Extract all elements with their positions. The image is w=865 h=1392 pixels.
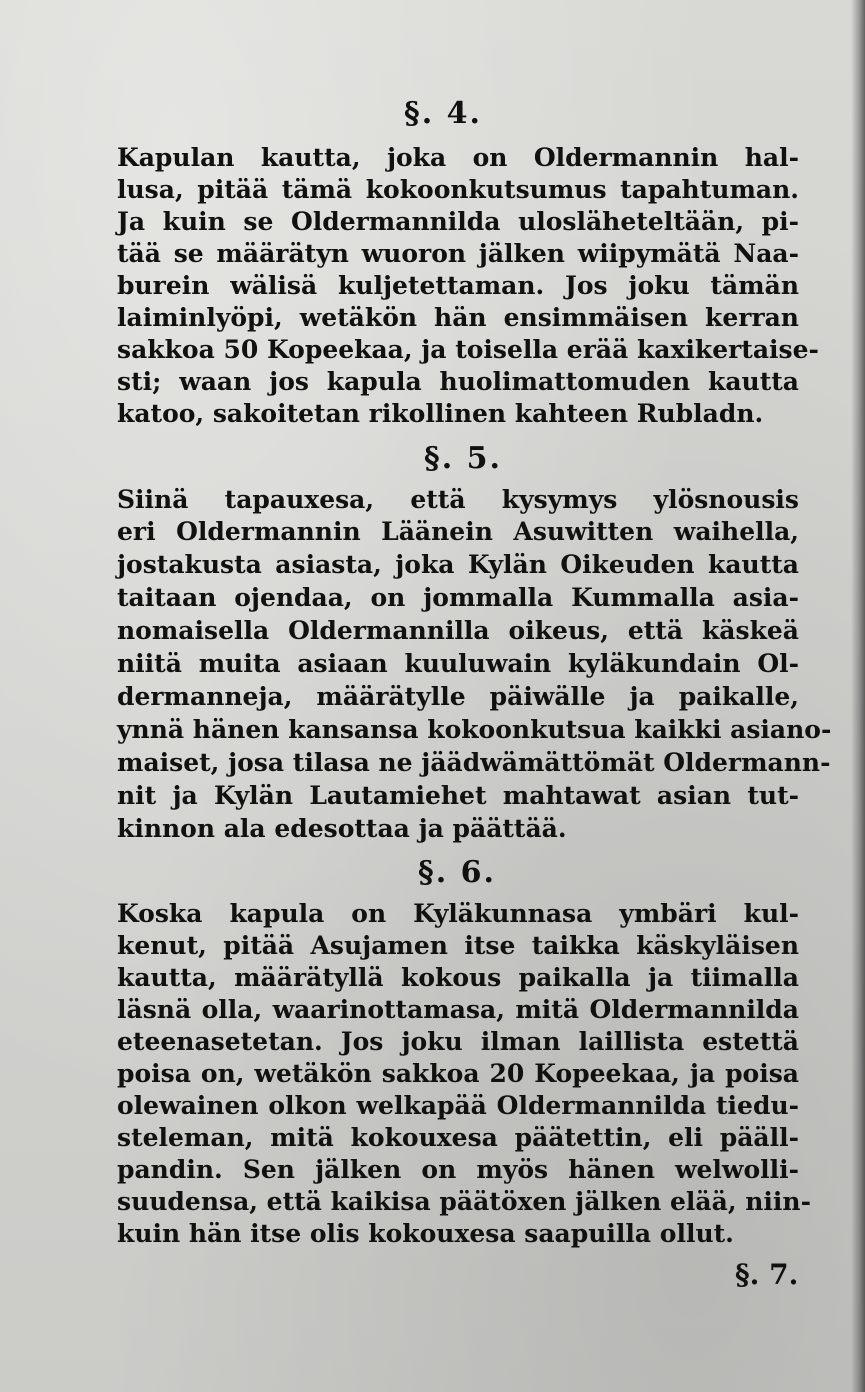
section-5-line: nit ja Kylän Lautamiehet mahtawat asian tut- — [117, 781, 799, 810]
section-5-line: niitä muita asiaan kuuluwain kyläkundain Ol- — [117, 649, 799, 678]
page-spine-shadow — [851, 0, 865, 1392]
section-5-line: ynnä hänen kansansa kokoonkutsua kaikki asiano- — [117, 715, 832, 744]
section-4-line: sakkoa 50 Kopeekaa, ja toisella erää kaxikertaise- — [117, 335, 819, 364]
section-5-line: taitaan ojendaa, on jommalla Kummalla asia- — [117, 583, 799, 612]
section-5-line: dermanneja, määrätylle päiwälle ja paikalle, — [117, 682, 799, 711]
section-5-line: Siinä tapauxesa, että kysymys ylösnousis — [117, 485, 799, 514]
section-4-line: tää se määrätyn wuoron jälken wiipymätä Naa- — [117, 239, 799, 268]
section-6-line: kenut, pitää Asujamen itse taikka käskyläisen — [117, 931, 799, 960]
section-6-line: steleman, mitä kokouxesa päätettin, eli pääll- — [117, 1123, 799, 1152]
section-6-line: poisa on, wetäkön sakkoa 20 Kopeekaa, ja poisa — [117, 1059, 799, 1088]
section-6-heading: §. 6. — [418, 855, 496, 890]
section-5-line: maiset, josa tilasa ne jäädwämättömät Oldermann- — [117, 748, 831, 777]
section-5-heading: §. 5. — [424, 441, 502, 476]
section-4-heading: §. 4. — [404, 96, 482, 131]
section-6-line: suudensa, että kaikisa päätöxen jälken elää, niin- — [117, 1187, 811, 1216]
section-6-line: pandin. Sen jälken on myös hänen welwolli- — [117, 1155, 799, 1184]
section-6-line: Koska kapula on Kyläkunnasa ymbäri kul- — [117, 899, 799, 928]
section-4-line: burein wälisä kuljetettaman. Jos joku tämän — [117, 271, 799, 300]
section-4-line: lusa, pitää tämä kokoonkutsumus tapahtuman. — [117, 175, 799, 204]
catchword: §. 7. — [735, 1258, 799, 1291]
section-4-line: katoo, sakoitetan rikollinen kahteen Rubladn. — [117, 399, 764, 428]
section-5-line: nomaisella Oldermannilla oikeus, että käskeä — [117, 616, 799, 645]
section-4-line: laiminlyöpi, wetäkön hän ensimmäisen kerran — [117, 303, 799, 332]
section-6-line: olewainen olkon welkapää Oldermannilda tiedu- — [117, 1091, 799, 1120]
section-6-line: eteenasetetan. Jos joku ilman laillista estettä — [117, 1027, 799, 1056]
section-4-line: sti; waan jos kapula huolimattomuden kautta — [117, 367, 799, 396]
section-5-line: jostakusta asiasta, joka Kylän Oikeuden kautta — [117, 550, 799, 579]
section-4-line: Ja kuin se Oldermannilda ulosläheteltään, pi- — [117, 207, 799, 236]
section-6-line: kautta, määrätyllä kokous paikalla ja tiimalla — [117, 963, 799, 992]
section-5-line: kinnon ala edesottaa ja päättää. — [117, 814, 567, 843]
section-5-line: eri Oldermannin Läänein Asuwitten waihella, — [117, 517, 799, 546]
section-6-line: läsnä olla, waarinottamasa, mitä Oldermannilda — [117, 995, 799, 1024]
section-6-line: kuin hän itse olis kokouxesa saapuilla ollut. — [117, 1219, 734, 1248]
section-4-line: Kapulan kautta, joka on Oldermannin hal- — [117, 143, 799, 172]
